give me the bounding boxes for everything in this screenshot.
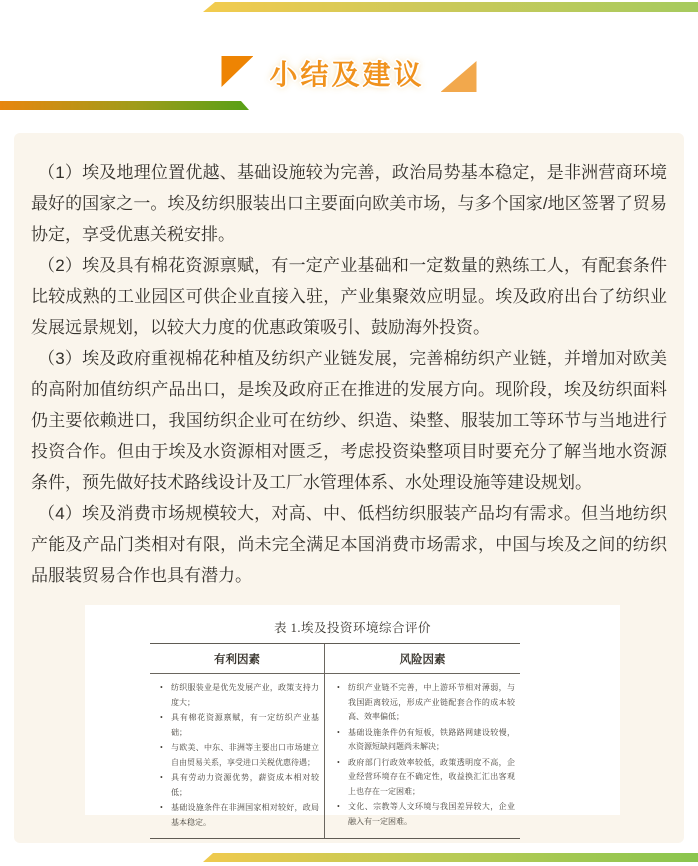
table-caption: 表 1.埃及投资环境综合评价 bbox=[273, 621, 431, 635]
list-item: • 基础设施条件仍有短板，铁路路网建设较慢，水资源短缺问题尚未解决； bbox=[335, 726, 515, 755]
paragraph-4: （4）埃及消费市场规模较大，对高、中、低档纺织服装产品均有需求。但当地纺织产能及产品门类相对有限，尚未完全满足本国消费市场需求，中国与埃及之间的纺织品服装贸易合作也具有潜力。 bbox=[31, 504, 667, 585]
paragraph-1: （1）埃及地理位置优越、基础设施较为完善，政治局势基本稳定，是非洲营商环境最好的国家之一。埃及纺织服装出口主要面向欧美市场，与多个国家/地区签署了贸易协定，享受优惠关税安排。 bbox=[31, 163, 667, 244]
evaluation-table-card bbox=[85, 605, 620, 827]
right-triangle-icon bbox=[441, 61, 477, 92]
section-header bbox=[0, 52, 698, 94]
risk-factors-list bbox=[325, 674, 520, 838]
left-triangle-icon bbox=[221, 56, 253, 87]
list-item: • 文化、宗教等人文环境与我国差异较大，企业融入有一定困难。 bbox=[335, 800, 515, 829]
bottom-accent-bar bbox=[203, 853, 698, 862]
left-accent-bar bbox=[0, 101, 249, 110]
list-item: • 纺织产业链不完善，中上游环节相对薄弱，与我国距离较远，形成产业链配套合作的成本较高、效率偏低； bbox=[335, 681, 515, 725]
column-header-risk: 风险因素 bbox=[399, 654, 446, 666]
paragraph-3: （3）埃及政府重视棉花种植及纺织产业链发展，完善棉纺织产业链，并增加对欧美的高附加值纺织产品出口，是埃及政府正在推进的发展方向。现阶段，埃及纺织面料仍主要依赖进口，我国纺织企业可在纺纱、织造、染整、服装加工等环节与当地进行投资合作。但由于埃及水资源相对匮乏，考虑投资染整项目时要充分了解当地水资源条件，预先做好技术路线设计及工厂水管理体系、水处理设施等建设规划。 bbox=[31, 349, 667, 492]
section-title: 小结及建议 bbox=[269, 59, 425, 90]
content-panel bbox=[14, 133, 684, 843]
list-item: • 具有棉花资源禀赋，有一定纺织产业基础； bbox=[158, 711, 319, 740]
table-header-row bbox=[150, 644, 520, 674]
list-item: • 与欧美、中东、非洲等主要出口市场建立自由贸易关系，享受进口关税优惠待遇； bbox=[158, 741, 319, 770]
table-body bbox=[150, 674, 520, 838]
favorable-factors-list bbox=[150, 674, 325, 838]
top-accent-bar bbox=[203, 2, 698, 12]
paragraph-2: （2）埃及具有棉花资源禀赋，有一定产业基础和一定数量的熟练工人，有配套条件比较成熟的工业园区可供企业直接入驻，产业集聚效应明显。埃及政府出台了纺织业发展远景规划，以较大力度的优惠政策吸引、鼓励海外投资。 bbox=[31, 256, 667, 337]
column-header-favorable: 有利因素 bbox=[150, 644, 325, 673]
list-item: • 基础设施条件在非洲国家相对较好，政局基本稳定。 bbox=[158, 801, 319, 830]
list-item: • 纺织服装业是优先发展产业，政策支持力度大； bbox=[158, 681, 319, 710]
list-item: • 政府部门行政效率较低，政策透明度不高，企业经营环境存在不确定性，收益换汇汇出客观上也存在一定困难； bbox=[335, 756, 515, 800]
list-item: • 具有劳动力资源优势，薪资成本相对较低； bbox=[158, 771, 319, 800]
evaluation-table bbox=[150, 643, 520, 839]
